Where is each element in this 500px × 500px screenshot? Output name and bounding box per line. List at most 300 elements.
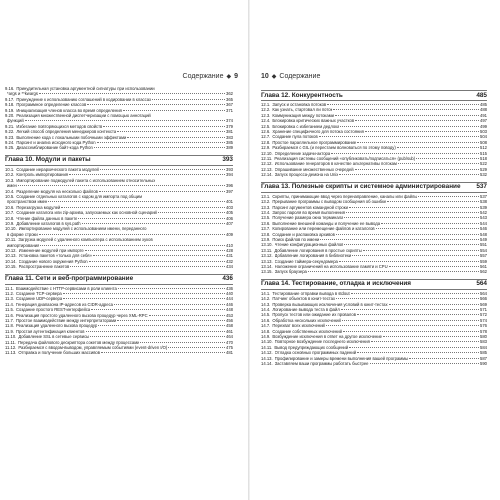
entry-title: Чтение конфигурационных файлов [274,242,344,248]
entry-title: Чтение файла данных в пакете [16,215,78,221]
dot-leader [100,169,225,170]
entry-number: 12.12. [261,161,273,167]
entry-page-number: 403 [226,204,233,210]
entry-title: Создание простого REST-интерфейса [16,307,91,313]
entry-number: 10.7. [5,210,15,216]
entry-title: Установка пакетов «только для себя» [18,253,92,259]
entry-title: Взаимодействие с HTTP-сервисами в роли клиента [16,285,117,291]
entry-page-number: 407 [226,220,233,226]
entry-number: 13.9. [261,236,271,242]
entry-title: Выполнение внешней команды и получение ее вывода [272,220,381,226]
dot-leader [39,93,225,94]
dot-leader [370,363,480,364]
entry-number: 14.4. [261,307,271,312]
entry-number: 12.7. [261,134,271,140]
entry-page-number: 396 [226,183,233,189]
entry-page-number: 440 [226,291,233,296]
dot-leader [336,234,479,235]
entry-page-number: 458 [226,323,233,329]
entry-page-number: 574 [480,317,487,323]
entry-title: Простое взаимодействие между интерпретаторами [16,318,117,324]
dot-leader [98,325,225,326]
entry-title: Возбуждение исключения в ответ на другое исключение [272,334,383,340]
entry-title: Наложение ограничений на использование памяти и CPU [274,263,388,269]
entry-page-number: 583 [480,339,487,345]
entry-number: 12.4. [261,118,271,124]
entry-number: 13.13. [261,258,273,264]
entry-title: Передача файлового дескриптора сокетов между процессами [18,339,140,345]
chapter-title: Глава 11. Сети и веб-программирование [5,275,134,283]
entry-title: Перезагрузка модулей [16,204,61,210]
entry-number: 11.12. [5,345,17,351]
entry-page-number: 405 [226,210,233,216]
entry-title: Пропуск тестов или ожидание их провалов [272,312,356,318]
entry-number: 14.3. [261,301,271,307]
entry-title: импортирования [7,242,40,248]
chapter-title: Глава 14. Тестирование, отладка и исключения [261,280,412,288]
entry-page-number: 432 [226,258,233,264]
entry-page-number: 585 [480,350,487,356]
entry-title: Блокировка с избеганием дедлока [272,123,340,129]
entry-number: 11.9. [5,328,15,334]
dot-leader [340,126,479,127]
entry-page-number: 564 [480,290,487,296]
entry-page-number: 529 [480,166,487,172]
entry-number: 13.10. [261,242,273,248]
entry-title: имен [7,183,17,189]
dot-leader [343,331,479,332]
dot-leader [398,163,479,164]
dot-leader [381,223,479,224]
entry-page-number: 549 [480,236,487,242]
dot-leader [319,136,479,137]
entry-number: 12.1. [261,102,271,107]
entry-number: 12.13. [261,166,273,172]
entry-page-number: 409 [226,231,233,237]
entry-title: Дизассемблирование байт-кода Python [16,145,93,151]
dot-leader [355,169,479,170]
entry-title: Реализация удаленного вызова процедур [16,323,98,329]
toc-entry [261,269,487,274]
entry-title: Создание TCP-сервера [16,291,62,296]
toc-entry [5,264,233,269]
entry-title: Создание отдельных каталогов с кодом для импорта под общим [16,193,142,199]
entry-number: 13.3. [261,204,271,210]
entry-page-number: 559 [480,258,487,264]
entry-page-number: 562 [480,269,487,275]
entry-number: 10.15. [5,264,17,270]
running-head-left [183,73,238,80]
page-number: 10 [261,73,269,80]
dot-leader [149,315,225,316]
entry-page-number: 532 [480,172,487,178]
dot-leader [78,218,225,219]
entry-number: 14.10. [261,339,273,345]
entry-number: 12.11. [261,156,273,162]
chapter-heading [261,182,487,193]
entry-number: 9.21. [5,123,15,129]
entry-number: 12.10. [261,150,273,156]
entry-page-number: 576 [480,323,487,329]
dot-leader [351,293,479,294]
entry-page-number: 497 [480,118,487,124]
entry-title: Реализация множественной диспетчеризации с помощью аннотаций [16,113,151,119]
entry-page-number: 461 [226,328,233,334]
entry-number: 10.13. [5,253,17,259]
entry-page-number: 584 [480,344,487,350]
dot-leader [339,261,479,262]
entry-page-number: 542 [480,209,487,215]
entry-title: Разбираемся с вводом-выводом, управляемым событиями (event-driven I/O) [18,345,168,351]
dot-leader [86,331,226,332]
dot-leader [158,212,225,213]
chapter-page-number: 564 [476,280,487,288]
dot-leader [339,174,479,175]
entry-title: Создание пула потоков [272,134,318,140]
dot-leader [352,255,479,256]
entry-number: 14.11. [261,344,273,350]
dot-leader [418,196,479,197]
entry-page-number: 571 [480,307,487,312]
entry-number: 12.3. [261,112,271,118]
entry-title: Получение размера окна терминала [272,215,344,221]
entry-title: Копирование или перемещение файлов и каталогов [272,226,375,232]
dot-leader [18,185,225,186]
entry-number: 10.11. [5,237,17,243]
entry-number: 14.13. [261,355,273,361]
entry-number: 10.9. [5,220,15,226]
entry-number: 10.12. [5,247,17,253]
entry-title: Отправка и получение больших массивов [18,350,100,356]
entry-page-number: 572 [480,312,487,318]
dot-leader [371,341,479,342]
entry-title: Заставляем ваши программы работать быстрее [274,361,369,367]
dot-leader [63,293,225,294]
dot-leader [123,110,225,111]
dot-leader [117,320,225,321]
entry-number: 13.12. [261,253,273,259]
entry-number: 14.2. [261,296,271,302]
dot-leader [61,207,225,208]
chapter-heading [261,279,487,290]
entry-page-number: 428 [226,247,233,253]
diamond-icon: ◆ [271,74,277,80]
chapter-heading [5,274,233,285]
entry-title: Как узнать, стартовал ли поток [272,107,333,113]
entry-title: Коммуникация между потоками [272,112,334,118]
entry-page-number: 393 [226,166,233,172]
entry-page-number: 485 [480,102,487,107]
dot-leader [97,142,225,143]
entry-title: Создание каталога или zip-архива, запускаемых как основной сценарий [16,210,157,216]
entry-number: 10.2. [5,172,15,178]
dot-leader [39,234,225,235]
entry-title: Генерация диапазона IP-адресов из CIDR-адреса [16,301,114,307]
entry-number: 9.18. [5,102,15,108]
dot-leader [93,255,225,256]
toc-entry [261,172,487,177]
entry-page-number: 446 [226,301,233,307]
entry-page-number: 561 [480,263,487,269]
dot-leader [336,298,479,299]
entry-title: Реализация системы сообщений «опубликовать/подписаться» (pub/sub) [274,156,416,162]
entry-title: *args и **kwargs [7,91,38,97]
entry-page-number: 491 [480,112,487,118]
dot-leader [63,298,225,299]
diamond-icon: ◆ [226,74,232,80]
entry-number: 9.25. [5,145,15,151]
entry-title: Разделение модуля на несколько файлов [16,188,98,194]
entry-number: 9.24. [5,140,15,146]
entry-page-number: 381 [226,129,233,135]
entry-title: Запуск и остановка потоков [272,102,327,107]
entry-title: Скрипты, принимающие ввод через перенаправление, каналы или файлы [272,193,418,199]
dot-leader [383,336,479,337]
entry-title: Профилирование и замеры времени выполнения вашей программы [274,355,409,361]
dot-leader [103,126,225,127]
entry-title: Обработка нескольких исключений [272,317,341,323]
entry-number: 13.1. [261,193,271,199]
entry-number: 14.8. [261,328,271,334]
entry-title: Повторное возбуждение последнего исключения [274,339,370,345]
dot-leader [331,153,479,154]
entry-number: 13.15. [261,269,273,275]
dot-leader [349,207,479,208]
dot-leader [397,147,479,148]
dot-leader [355,120,479,121]
entry-title: Разбираемся с GIL (и перестаем волноваться по этому поводу) [272,145,396,151]
dot-leader [357,352,479,353]
entry-page-number: 538 [480,199,487,205]
dot-leader [389,266,479,267]
dot-leader [89,261,225,262]
entry-title: Создание и распаковка архивов [272,231,335,237]
entry-title: Добавление каталогов в sys.path [16,220,81,226]
entry-title: Запуск браузера [274,269,307,275]
entry-page-number: 578 [480,328,487,334]
entry-number: 14.12. [261,350,273,356]
entry-title: Вывод предупреждающих сообщений [274,344,349,350]
entry-number: 10.10. [5,226,17,232]
entry-number: 11.13. [5,350,17,356]
entry-page-number: 397 [226,188,233,194]
dot-leader [127,137,225,138]
chapter-title: Глава 12. Конкурентность [261,91,343,99]
entry-number: 11.4. [5,301,15,307]
entry-number: 14.6. [261,317,271,323]
entry-number: 14.5. [261,312,271,318]
entry-number: 11.10. [5,334,17,340]
dot-leader [387,201,479,202]
entry-number: 12.14. [261,172,273,178]
toc-entry [5,350,233,355]
entry-page-number: 434 [226,264,233,270]
entry-number: 11.8. [5,323,15,329]
entry-title: Инициализация членов класса во время определения [16,107,122,113]
dot-leader [69,174,225,175]
entry-page-number: 580 [480,334,487,340]
entry-page-number: 548 [480,231,487,237]
entry-page-number: 557 [480,253,487,259]
dot-leader [94,147,225,148]
entry-page-number: 512 [480,145,487,151]
chapter-page-number: 537 [476,183,487,191]
entry-number: 12.5. [261,123,271,129]
entry-title: Импортирование модулей с использованием имени, переданного [18,226,147,232]
dot-leader [363,250,479,251]
entry-title: Контроль импортирования [16,172,69,178]
entry-title: пространством имен [7,199,48,205]
running-head-right [261,73,320,80]
dot-leader [326,325,479,326]
entry-page-number: 569 [480,301,487,307]
entry-title: Создание таймера-секундомера [274,258,338,264]
dot-leader [87,104,225,105]
dot-leader [101,352,225,353]
entry-number: 11.11. [5,339,17,345]
entry-page-number: 436 [226,285,233,291]
entry-number: 9.17. [5,96,15,102]
entry-title: Распространение пакетов [18,264,70,270]
entry-title: Отладка основных программных падений [274,350,357,356]
entry-number: 10.3. [5,177,15,183]
dot-leader [409,358,479,359]
entry-title: Логирование вывода теста в файл [272,307,340,312]
entry-title: Поиск файлов по имени [272,236,320,242]
entry-title: Избегание повторяющихся методов свойств [16,123,103,129]
entry-number: 13.7. [261,226,271,232]
entry-title: Проверка вызывающих исключения условий в юнит-тестах [272,301,388,307]
entry-number: 9.19. [5,107,15,113]
entry-page-number: 389 [226,145,233,151]
entry-number: 9.16. [5,86,15,91]
entry-title: Простое параллельное программирование [272,139,357,145]
chapter-page-number: 393 [222,156,233,164]
dot-leader [140,342,225,343]
entry-title: в форме строки [7,231,38,237]
entry-page-number: 394 [226,172,233,178]
entry-page-number: 503 [480,129,487,135]
entry-page-number: 544 [480,220,487,226]
entry-title: Хранение специфичного для потока состояния [272,129,364,135]
entry-number: 11.6. [5,312,15,318]
entry-title: Создание иерархического пакета модулей [16,166,99,172]
entry-page-number: 515 [480,150,487,156]
entry-page-number: 365 [226,96,233,102]
entry-number: 10.8. [5,215,15,221]
dot-leader [90,336,225,337]
entry-number: 9.22. [5,129,15,135]
chapter-heading [5,155,233,166]
entry-title: Тестирование отправки вывода в stdout [272,290,350,296]
dot-leader [48,201,225,202]
entry-page-number: 508 [480,139,487,145]
dot-leader [70,266,225,267]
entry-page-number: 587 [480,355,487,361]
entry-page-number: 551 [480,242,487,248]
entry-title: Создание нового окружения Python [18,258,88,264]
entry-title: Выполнение кода с локальными побочными эффектами [16,134,127,140]
entry-title: Определение задачи-актора [274,150,331,156]
entry-page-number: 543 [480,215,487,221]
entry-title: Принуждение к использованию соглашений в кодировании в классах [16,96,152,102]
entry-title: функций [7,118,24,124]
entry-number: 13.4. [261,209,271,215]
dot-leader [99,191,225,192]
entry-number: 11.1. [5,285,15,291]
toc-list-right [261,86,487,366]
dot-leader [85,250,225,251]
dot-leader [327,104,479,105]
entry-page-number: 470 [226,339,233,345]
entry-number: 14.7. [261,323,271,329]
dot-leader [389,304,479,305]
entry-title: Запрос пароля во время выполнения [272,209,346,215]
running-head-label: Содержание [182,73,224,80]
entry-number: 9.20. [5,113,15,119]
entry-page-number: 504 [480,134,487,140]
dot-leader [82,223,225,224]
dot-leader [365,131,479,132]
entry-title: Патчинг объектов в юнит-тестах [272,296,336,302]
entry-number: 9.23. [5,134,15,140]
entry-page-number: 410 [226,242,233,248]
entry-title: Блокировка критических важных участков [272,118,355,124]
entry-number: 10.14. [5,258,17,264]
entry-page-number: 367 [226,102,233,108]
entry-number: 13.14. [261,263,273,269]
entry-number: 12.6. [261,129,271,135]
entry-title: Изменение модулей при импорте [18,247,84,253]
dot-leader [118,288,225,289]
entry-page-number: 554 [480,247,487,253]
entry-number: 10.4. [5,188,15,194]
dot-leader [320,239,479,240]
entry-page-number: 539 [480,204,487,210]
entry-number: 11.7. [5,318,15,324]
entry-title: Программное определение классов [16,102,87,108]
page-number: 9 [234,73,238,80]
entry-page-number: 456 [226,318,233,324]
entry-page-number: 385 [226,140,233,146]
entry-page-number: 448 [226,307,233,313]
entry-number: 13.5. [261,215,271,221]
entry-number: 11.3. [5,296,15,302]
entry-number: 14.9. [261,334,271,340]
entry-title: Импортирование подмодулей пакета с использованием относительных [16,177,156,183]
entry-page-number: 518 [480,156,487,162]
toc-list-left [5,86,233,356]
entry-number: 12.9. [261,145,271,151]
entry-page-number: 546 [480,226,487,232]
dot-leader [349,347,479,348]
entry-title: Простая аутентификация клиентов [16,328,85,334]
entry-number: 14.14. [261,361,273,367]
entry-number: 12.2. [261,107,271,113]
entry-title: Реализация простого удаленного вызова процедур через XML-RPC [16,312,148,318]
dot-leader [117,131,225,132]
entry-page-number: 383 [226,134,233,140]
dot-leader [416,158,479,159]
entry-title: Принудительная установка аргументной сигнатуры при использовании [16,86,155,91]
entry-number: 13.6. [261,220,271,226]
entry-page-number: 590 [480,361,487,367]
entry-number: 11.2. [5,291,15,296]
entry-number: 13.8. [261,231,271,237]
entry-title: Легкий способ определения менеджеров контекста [16,129,117,135]
entry-page-number: 371 [226,107,233,113]
entry-page-number: 431 [226,253,233,259]
